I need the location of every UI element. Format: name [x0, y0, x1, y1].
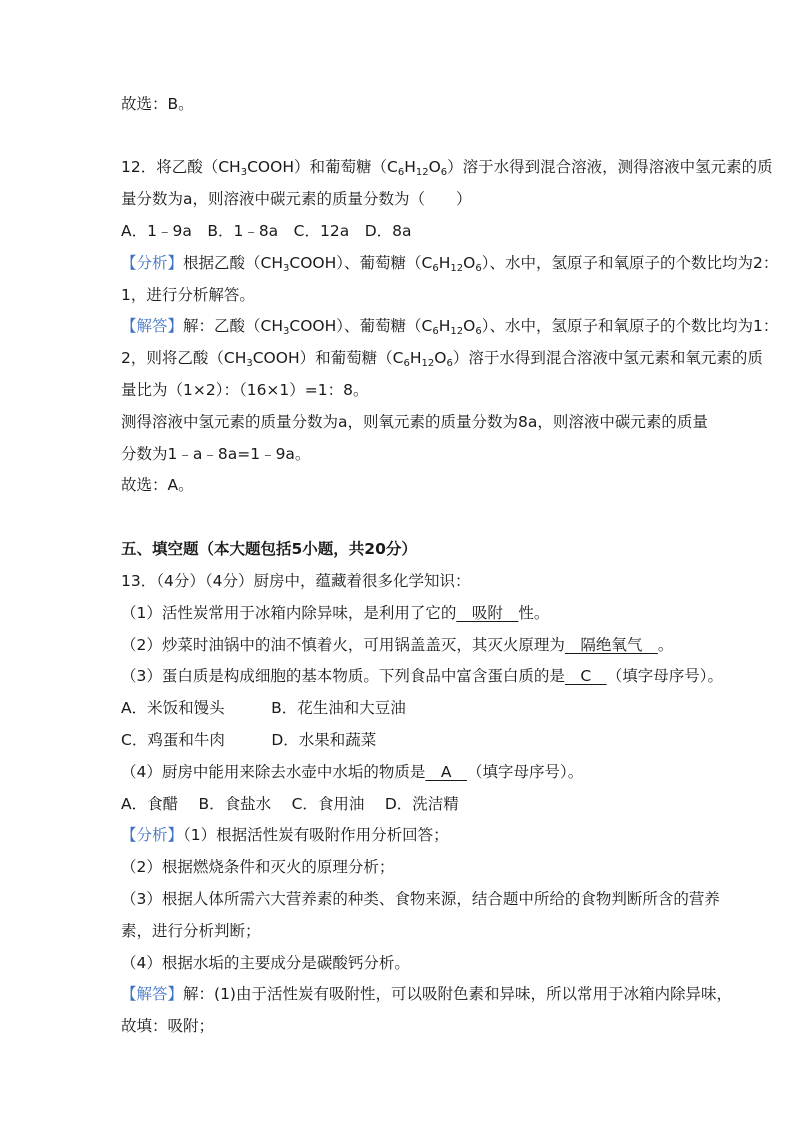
q12-solution-line4: 测得溶液中氢元素的质量分数为a，则氧元素的质量分数为8a，则溶液中碳元素的质量: [121, 413, 708, 431]
q12-analysis-line1: 【分析】根据乙酸$(CH_3COOH)$、葡萄糖$(C_6H_{12}O_6)$、水中，氢原子和氧原子的个数比均为2：: [121, 254, 779, 274]
q12-analysis-line2: 1，进行分析解答。: [121, 286, 255, 304]
q13-analysis-line2: （2）根据燃烧条件和灭火的原理分析；: [121, 858, 395, 876]
q12-solution-line5: 分数为1﹣a﹣8a=1﹣9a。: [121, 445, 311, 463]
q13-analysis-line4: （4）根据水垢的主要成分是碳酸钙分析。: [121, 954, 410, 972]
answer-blank-4: A: [425, 763, 467, 781]
solution-tag: 【解答】: [121, 985, 184, 1003]
previous-answer: 故选：B。: [121, 95, 194, 113]
q13-part3: （3）蛋白质是构成细胞的基本物质。下列食品中富含蛋白质的是 C （填字母序号）。: [121, 667, 723, 685]
q13-part4: （4）厨房中能用来除去水壶中水垢的物质是 A （填字母序号）。: [121, 763, 584, 781]
answer-blank-3: C: [564, 667, 607, 685]
analysis-tag: 【分析】: [121, 826, 184, 844]
q12-solution-line2: 2，则将乙酸$(CH_3COOH)$和葡萄糖$(C_6H_{12}O_6)$溶于水得到混合溶液中氢元素和氧元素的质: [121, 349, 763, 369]
q13-solution-line1: 【解答】解：(1)由于活性炭有吸附性，可以吸附色素和异味，所以常用于冰箱内除异味，: [121, 985, 732, 1003]
q13-analysis-line3: （3）根据人体所需六大营养素的种类、食物来源，结合题中所给的食物判断所含的营养: [121, 890, 720, 908]
solution-tag: 【解答】: [121, 317, 184, 335]
section-heading: 五、填空题（本大题包括5小题，共20分）: [121, 540, 417, 558]
q12-solution-line1: 【解答】解：乙酸$(CH_3COOH)$、葡萄糖$(C_6H_{12}O_6)$、水中，氢原子和氧原子的个数比均为1：: [121, 317, 779, 337]
q13-part1: （1）活性炭常用于冰箱内除异味，是利用了它的 吸附 性。: [121, 604, 550, 622]
q13-analysis-line3b: 素，进行分析判断；: [121, 922, 261, 940]
q12-stem-line2: 量分数为a，则溶液中碳元素的质量分数为（ ）: [121, 190, 472, 208]
q12-final-answer: 故选：A。: [121, 476, 194, 494]
q13-part3-options-1: A．米饭和馒头 B．花生油和大豆油: [121, 699, 406, 717]
analysis-tag: 【分析】: [121, 254, 184, 272]
answer-blank-1: 吸附: [456, 604, 519, 622]
answer-blank-2: 隔绝氧气: [564, 636, 658, 654]
q13-stem: 13．（4分）（4分）厨房中，蕴藏着很多化学知识：: [121, 572, 471, 590]
q13-solution-line2: 故填：吸附；: [121, 1017, 215, 1035]
q12-solution-line3: 量比为（1×2）：（16×1）=1：8。: [121, 381, 369, 399]
q13-part4-options: A．食醋 B．食盐水 C．食用油 D．洗洁精: [121, 795, 459, 813]
q12-stem-line1: 12．将乙酸$(CH_3COOH)$和葡萄糖$(C_6H_{12}O_6)$溶于水得到混合溶液，测得溶液中氢元素的质: [121, 158, 773, 178]
q13-part2: （2）炒菜时油锅中的油不慎着火，可用锅盖盖灭，其灭火原理为 隔绝氧气 。: [121, 636, 674, 654]
q13-analysis-line1: 【分析】（1）根据活性炭有吸附作用分析回答；: [121, 826, 449, 844]
q12-options: A．1﹣9a B．1﹣8a C．12a D．8a: [121, 222, 412, 240]
q13-part3-options-2: C．鸡蛋和牛肉 D．水果和蔬菜: [121, 731, 377, 749]
